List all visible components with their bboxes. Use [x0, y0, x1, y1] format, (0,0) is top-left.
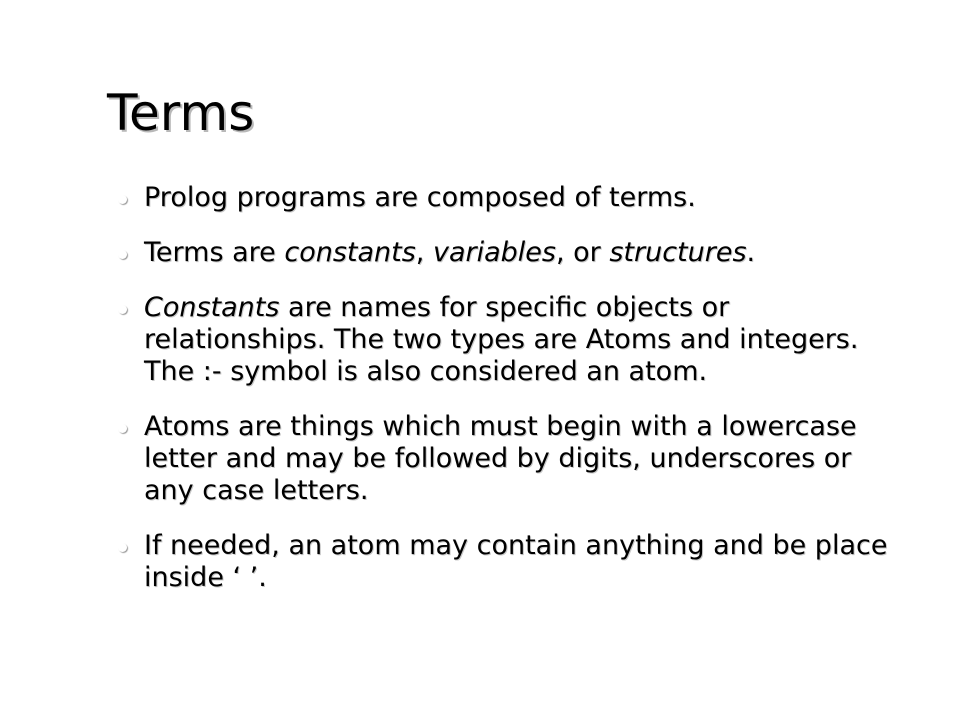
bullet-item: [112, 237, 892, 269]
bullet-item: [112, 530, 892, 594]
bullet-dot-icon: [118, 305, 127, 314]
bullet-item: [112, 292, 892, 388]
bullet-text-emphasis: Constants: [144, 292, 280, 323]
slide-title: Terms: [107, 84, 255, 142]
bullet-item: [112, 411, 892, 507]
bullet-dot-icon: [118, 543, 127, 552]
bullet-text-segment: ,: [415, 237, 433, 268]
bullet-dot-icon: [118, 424, 127, 433]
bullet-text-segment: are names for specific objects or relationships. The two types are Atoms and integers. The :- symbol is also considered an atom.: [144, 292, 859, 387]
bullet-list: [112, 182, 892, 617]
bullet-text-segment: If needed, an atom may contain anything and be place inside ‘ ’.: [144, 530, 888, 593]
bullet-text-emphasis: structures: [609, 237, 747, 268]
bullet-dot-icon: [118, 250, 127, 259]
bullet-text-segment: , or: [555, 237, 610, 268]
bullet-text-segment: .: [746, 237, 756, 268]
bullet-text-segment: Prolog programs are composed of terms.: [144, 182, 696, 213]
bullet-text-segment: Atoms are things which must begin with a lowercase letter and may be followed by digits, underscores or any case letters.: [144, 411, 857, 506]
bullet-item: [112, 182, 892, 214]
bullet-text-emphasis: constants: [284, 237, 416, 268]
bullet-text-segment: Terms are: [144, 237, 285, 268]
bullet-dot-icon: [118, 195, 127, 204]
bullet-text-emphasis: variables: [432, 237, 556, 268]
